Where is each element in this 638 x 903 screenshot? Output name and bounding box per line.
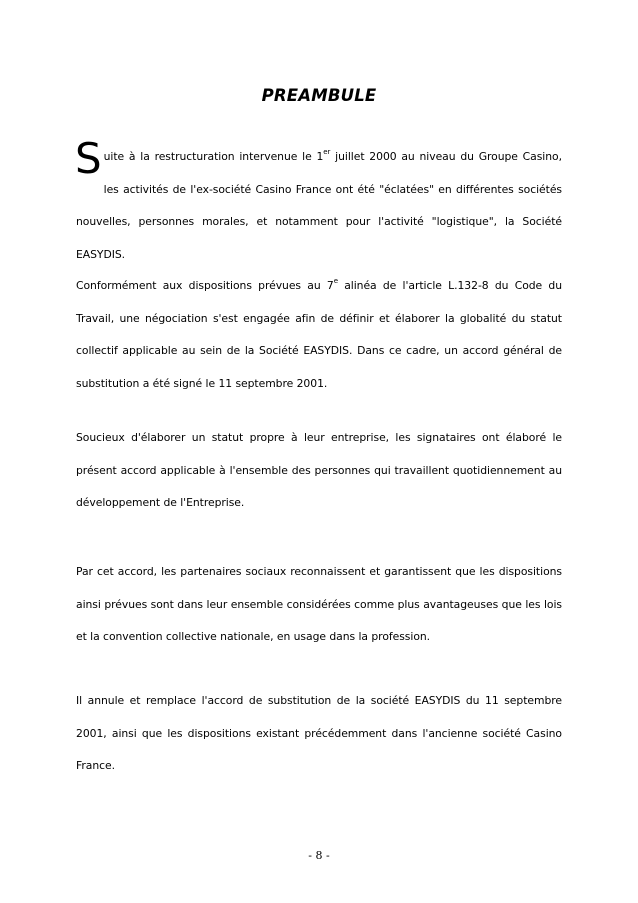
ordinal-superscript: e	[333, 277, 338, 285]
ordinal-superscript: er	[323, 148, 331, 156]
paragraph-5: Il annule et remplace l'accord de substitution de la société EASYDIS du 11 septembre 2001, ainsi que les dispositions existant précédemment dans l'ancienne société Casino France.	[76, 694, 562, 772]
paragraph-4: Par cet accord, les partenaires sociaux reconnaissent et garantissent que les dispositions ainsi prévues sont dans leur ensemble considérées comme plus avantageuses que les lois et la convention collective nationale, en usage dans la profession.	[76, 565, 562, 643]
paragraph-1-text-a: uite à la restructuration intervenue le 1	[103, 150, 324, 163]
paragraph-1	[75, 134, 562, 271]
paragraph-2-text-b: alinéa de l'article L.132-8 du Code du Travail, une négociation s'est engagée afin de définir et élaborer la globalité du statut collectif applicable au sein de la Société EASYDIS. Dans ce cadre, un accord général de substitution a été signé le 11 septembre 2001.	[76, 279, 562, 390]
paragraph-3: Soucieux d'élaborer un statut propre à leur entreprise, les signataires ont élaboré le présent accord applicable à l'ensemble des personnes qui travaillent quotidiennement au développement de l'Entreprise.	[76, 431, 562, 509]
paragraph-2-text-a: Conformément aux dispositions prévues au 7	[76, 279, 334, 292]
page-number: - 8 -	[308, 849, 330, 862]
paragraph-1-text-b: juillet 2000 au niveau du Groupe Casino, les activités de l'ex-société Casino France ont été "éclatées" en différentes sociétés nouvelles, personnes morales, et notamment pour l'activité "logistique", la Société EASYDIS.	[76, 150, 562, 261]
drop-cap: S	[75, 134, 102, 183]
paragraph-2	[76, 270, 562, 400]
page-title: PREAMBULE	[261, 86, 377, 105]
